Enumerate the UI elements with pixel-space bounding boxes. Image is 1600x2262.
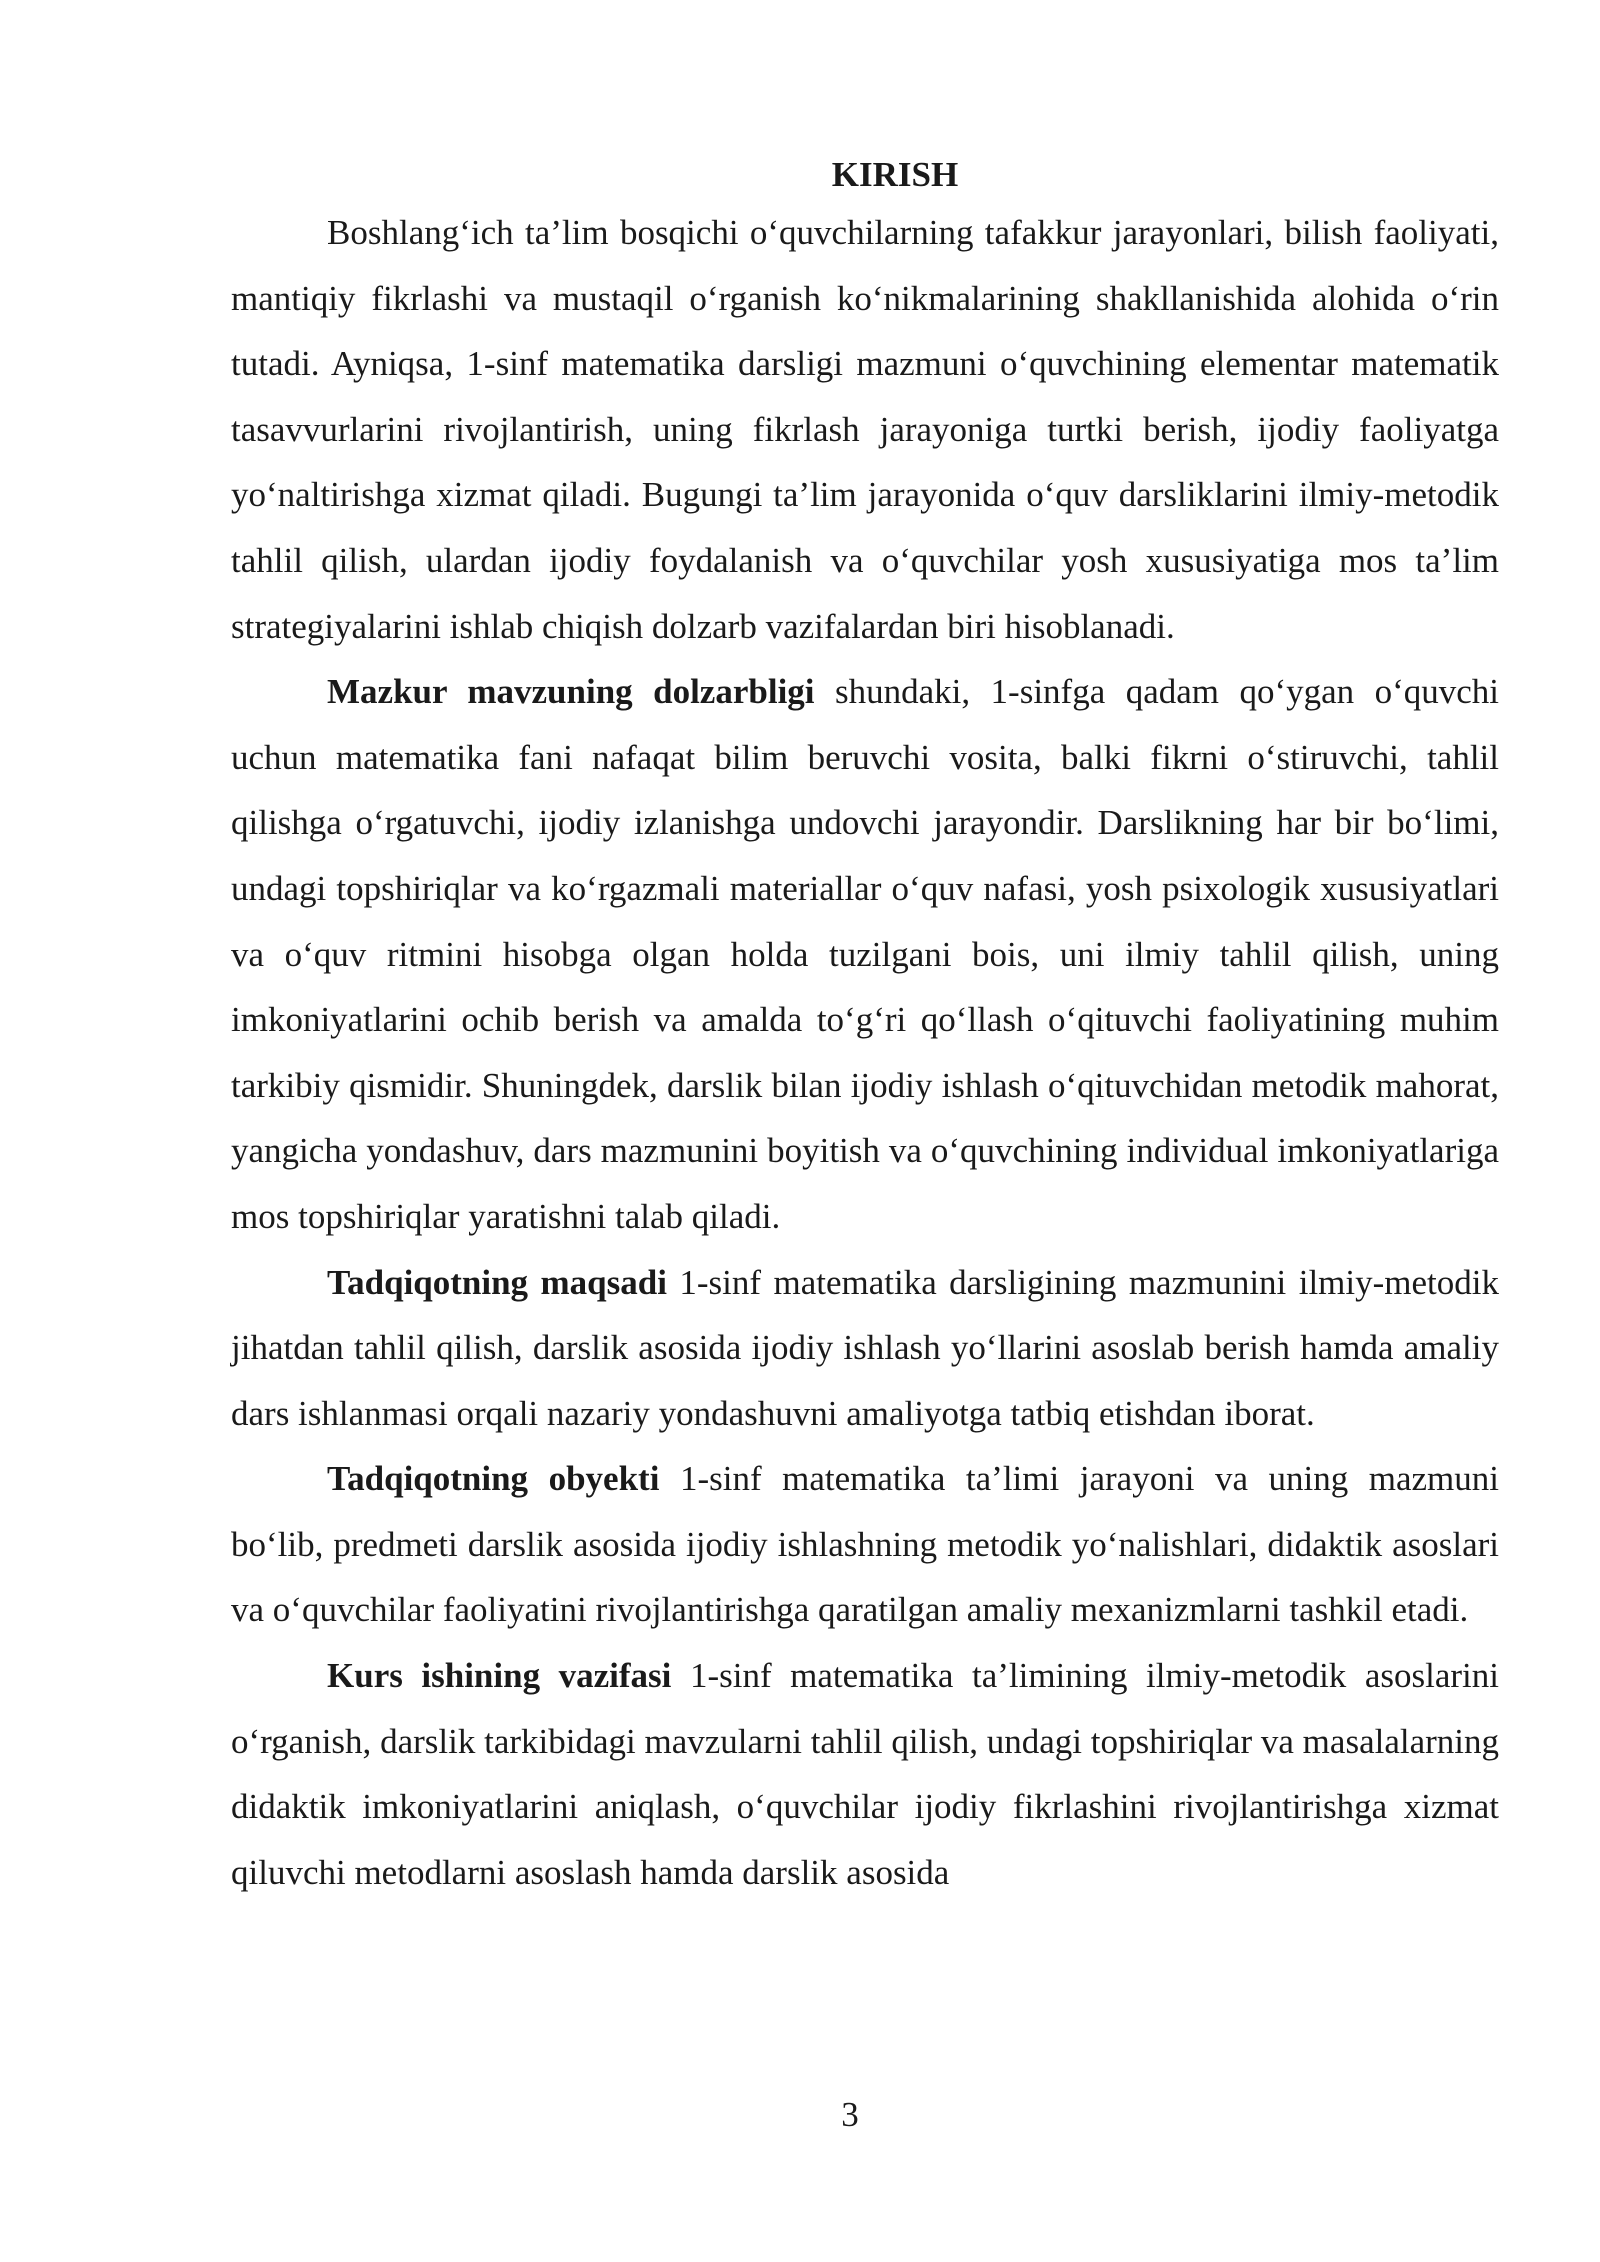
page-content bbox=[231, 150, 1499, 1905]
paragraph-relevance bbox=[231, 659, 1499, 1249]
paragraph-intro bbox=[231, 200, 1499, 659]
paragraph-object bbox=[231, 1446, 1499, 1643]
paragraph-text: shundaki, 1-sinfga qadam qo‘ygan o‘quvchi uchun matematika fani nafaqat bilim beruvchi vosita, balki fikrni o‘stiruvchi, tahlil qilishga o‘rgatuvchi, ijodiy izlanishga undovchi jarayondir. Darslikning har bir bo‘limi, undagi topshiriqlar va ko‘rgazmali materiallar o‘quv nafasi, yosh psixologik xususiyatlari va o‘quv ritmini hisobga olgan holda tuzilgani bois, uni ilmiy tahlil qilish, uning imkoniyatlarini ochib berish va amalda to‘g‘ri qo‘llash o‘qituvchi faoliyatining muhim tarkibiy qismidir. Shuningdek, darslik bilan ijodiy ishlash o‘qituvchidan metodik mahorat, yangicha yondashuv, dars mazmunini boyitish va o‘quvchining individual imkoniyatlariga mos topshiriqlar yaratishni talab qiladi. bbox=[231, 672, 1499, 1236]
paragraph-lead: Tadqiqotning obyekti bbox=[327, 1459, 660, 1499]
paragraph-tasks bbox=[231, 1643, 1499, 1905]
paragraph-lead: Mazkur mavzuning dolzarbligi bbox=[327, 672, 815, 712]
paragraph-text: 1-sinf matematika darsligining mazmunini ilmiy-metodik jihatdan tahlil qilish, darslik asosida ijodiy ishlash yo‘llarini asoslab berish hamda amaliy dars ishlanmasi orqali nazariy yondashuvni amaliyotga tatbiq etishdan iborat. bbox=[231, 1262, 1499, 1433]
section-heading: KIRISH bbox=[831, 155, 959, 194]
paragraph-text: 1-sinf matematika ta’limi jarayoni va uning mazmuni bo‘lib, predmeti darslik asosida ijodiy ishlashning metodik yo‘nalishlari, didaktik asoslari va o‘quvchilar faoliyatini rivojlantirishga qaratilgan amaliy mexanizmlarni tashkil etadi. bbox=[231, 1459, 1499, 1630]
page-number: 3 bbox=[841, 2095, 859, 2134]
paragraph-lead: Kurs ishining vazifasi bbox=[327, 1656, 672, 1696]
paragraph-text: Boshlang‘ich ta’lim bosqichi o‘quvchilarning tafakkur jarayonlari, bilish faoliyati, mantiqiy fikrlashi va mustaqil o‘rganish ko‘nikmalarining shakllanishida alohida o‘rin tutadi. Ayniqsa, 1-sinf matematika darsligi mazmuni o‘quvchining elementar matematik tasavvurlarini rivojlantirish, uning fikrlash jarayoniga turtki berish, ijodiy faoliyatga yo‘naltirishga xizmat qiladi. Bugungi ta’lim jarayonida o‘quv darsliklarini ilmiy-metodik tahlil qilish, ulardan ijodiy foydalanish va o‘quvchilar yosh xususiyatiga mos ta’lim strategiyalarini ishlab chiqish dolzarb vazifalardan biri hisoblanadi. bbox=[231, 213, 1499, 646]
paragraph-goal bbox=[231, 1250, 1499, 1447]
paragraph-lead: Tadqiqotning maqsadi bbox=[327, 1262, 667, 1302]
paragraph-text: 1-sinf matematika ta’limining ilmiy-metodik asoslarini o‘rganish, darslik tarkibidagi mavzularni tahlil qilish, undagi topshiriqlar va masalalarning didaktik imkoniyatlarini aniqlash, o‘quvchilar ijodiy fikrlashini rivojlantirishga xizmat qiluvchi metodlarni asoslash hamda darslik asosida bbox=[231, 1656, 1499, 1892]
